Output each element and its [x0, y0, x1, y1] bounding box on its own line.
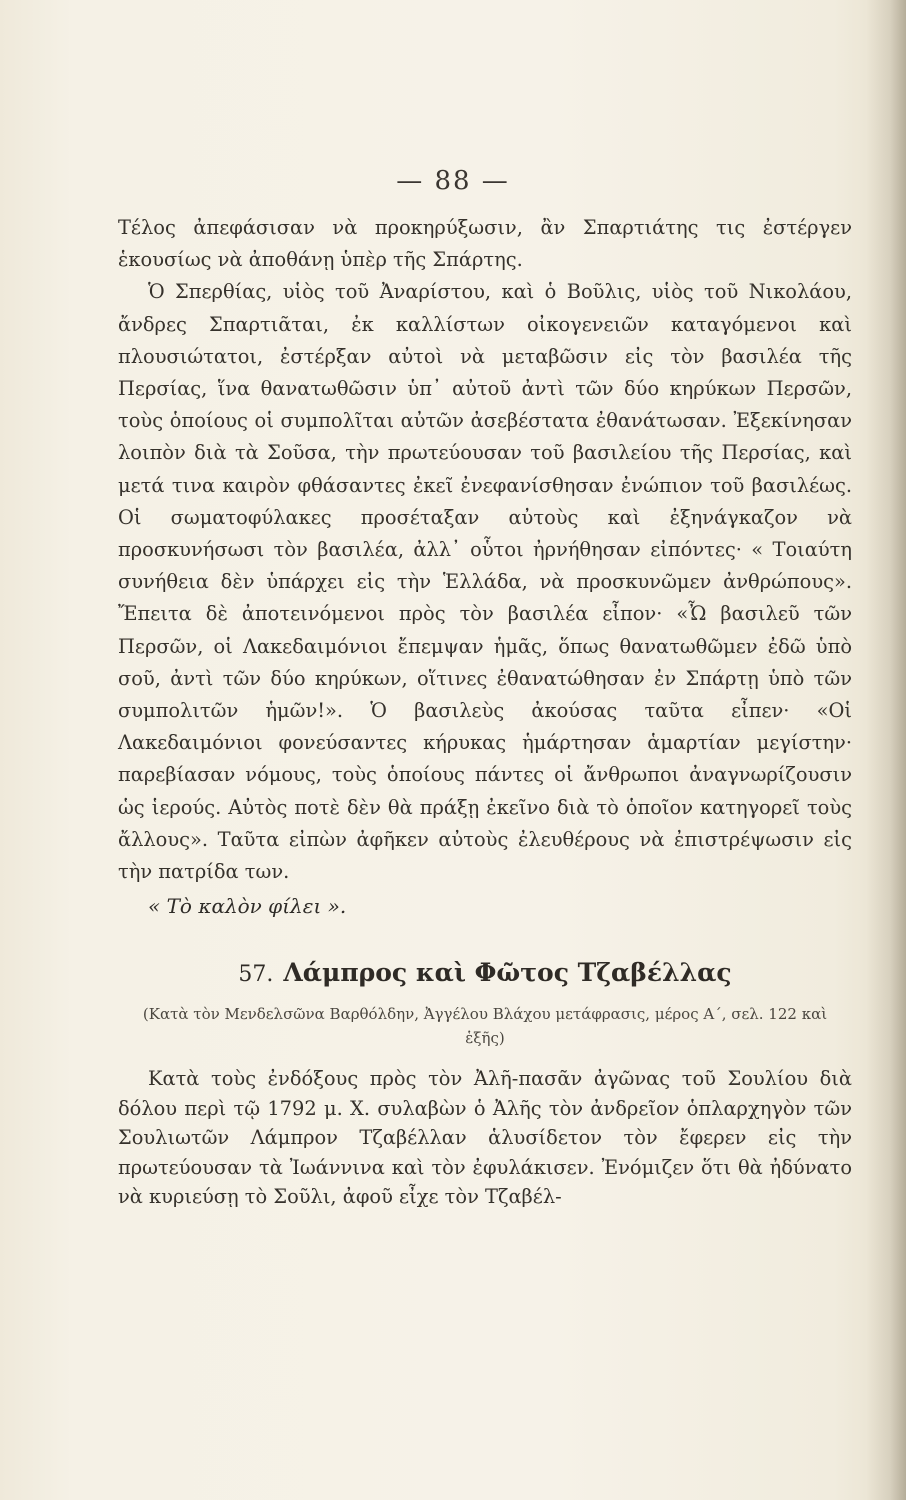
section-number: 57. [238, 962, 274, 988]
paragraph-section-text: Κατὰ τοὺς ἐνδόξους πρὸς τὸν Ἀλῆ-πασᾶν ἀγῶνας τοῦ Σουλίου διὰ δόλου περὶ τῷ 1792 μ. Χ. συλαβὼν ὁ Ἀλῆς τὸν ἀνδρεῖον ὁπλαρχηγὸν τῶν Σουλιωτῶν Λάμπρον Τζαβέλλαν ἁλυσίδετον τὸν ἔφερεν εἰς τὴν πρωτεύουσαν τὰ Ἰωάννινα καὶ τὸν ἐφυλάκισεν. Ἐνόμιζεν ὅτι θὰ ἠδύνατο νὰ κυριεύσῃ τὸ Σοῦλι, ἀφοῦ εἶχε τὸν Τζαβέλ- [118, 1067, 852, 1209]
paragraph-intro: Τέλος ἀπεφάσισαν νὰ προκηρύξωσιν, ἂν Σπαρτιάτης τις ἐστέργεν ἑκουσίως νὰ ἀποθάνῃ ὑπὲρ τῆς Σπάρτης. [118, 216, 852, 272]
section-source: (Κατὰ τὸν Μενδελσῶνα Βαρθόλδην, Ἀγγέλου Βλάχου μετάφρασις, μέρος Α΄, σελ. 122 καὶ ἑξῆς) [142, 1005, 828, 1048]
section-heading [118, 956, 852, 992]
section-title: Λάμπρος καὶ Φῶτος Τζαβέλλας [283, 958, 732, 988]
paragraph-story: Ὁ Σπερθίας, υἱὸς τοῦ Ἀναρίστου, καὶ ὁ Βοῦλις, υἱὸς τοῦ Νικολάου, ἄνδρες Σπαρτιᾶται, ἐκ καλλίστων οἰκογενειῶν καταγόμενοι καὶ πλουσιώτατοι, ἐστέρξαν αὐτοὶ νὰ μεταβῶσιν εἰς τὸν βασιλέα τῆς Περσίας, ἵνα θανατωθῶσιν ὑπ᾽ αὐτοῦ ἀντὶ τῶν δύο κηρύκων Περσῶν, τοὺς ὁποίους οἱ συμπολῖται αὐτῶν ἀσεβέστατα ἐθανάτωσαν. Ἐξεκίνησαν λοιπὸν διὰ τὰ Σοῦσα, τὴν πρωτεύουσαν τοῦ βασιλείου τῆς Περσίας, καὶ μετά τινα καιρὸν φθάσαντες ἐκεῖ ἐνεφανίσθησαν ἐνώπιον τοῦ βασιλέως. Οἱ σωματοφύλακες προσέταξαν αὐτοὺς καὶ ἐξηνάγκαζον νὰ προσκυνήσωσι τὸν βασιλέα, ἀλλ᾽ οὗτοι ἠρνήθησαν εἰπόντες· « Τοιαύτη συνήθεια δὲν ὑπάρχει εἰς τὴν Ἑλλάδα, νὰ προσκυνῶμεν ἀνθρώπους». Ἔπειτα δὲ ἀποτεινόμενοι πρὸς τὸν βασιλέα εἶπον· «Ὦ βασιλεῦ τῶν Περσῶν, οἱ Λακεδαιμόνιοι ἔπεμψαν ἡμᾶς, ὅπως θανατωθῶμεν ἐδῶ ὑπὸ σοῦ, ἀντὶ τῶν δύο κηρύκων, οἵτινες ἐθανατώθησαν ἐν Σπάρτῃ ὑπὸ τῶν συμπολιτῶν ἡμῶν!». Ὁ βασιλεὺς ἀκούσας ταῦτα εἶπεν· «Οἱ Λακεδαιμόνιοι φονεύσαντες κήρυκας ἡμάρτησαν ἁμαρτίαν μεγίστην· παρεβίασαν νόμους, τοὺς ὁποίους πάντες οἱ ἄνθρωποι ἀναγνωρίζουσιν ὡς ἱερούς. Αὐτὸς ποτὲ δὲν θὰ πράξῃ ἐκεῖνο διὰ τὸ ὁποῖον κατηγορεῖ τοὺς ἄλλους». Ταῦτα εἰπὼν ἀφῆκεν αὐτοὺς ἐλευθέρους νὰ ἐπιστρέψωσιν εἰς τὴν πατρίδα των. [118, 280, 852, 884]
page-number: — 88 — [396, 166, 510, 196]
section-body [118, 1064, 852, 1212]
page-edge-shadow [866, 0, 906, 1500]
page-body [118, 212, 852, 1212]
maxim: « Τὸ καλὸν φίλει ». [148, 894, 347, 919]
